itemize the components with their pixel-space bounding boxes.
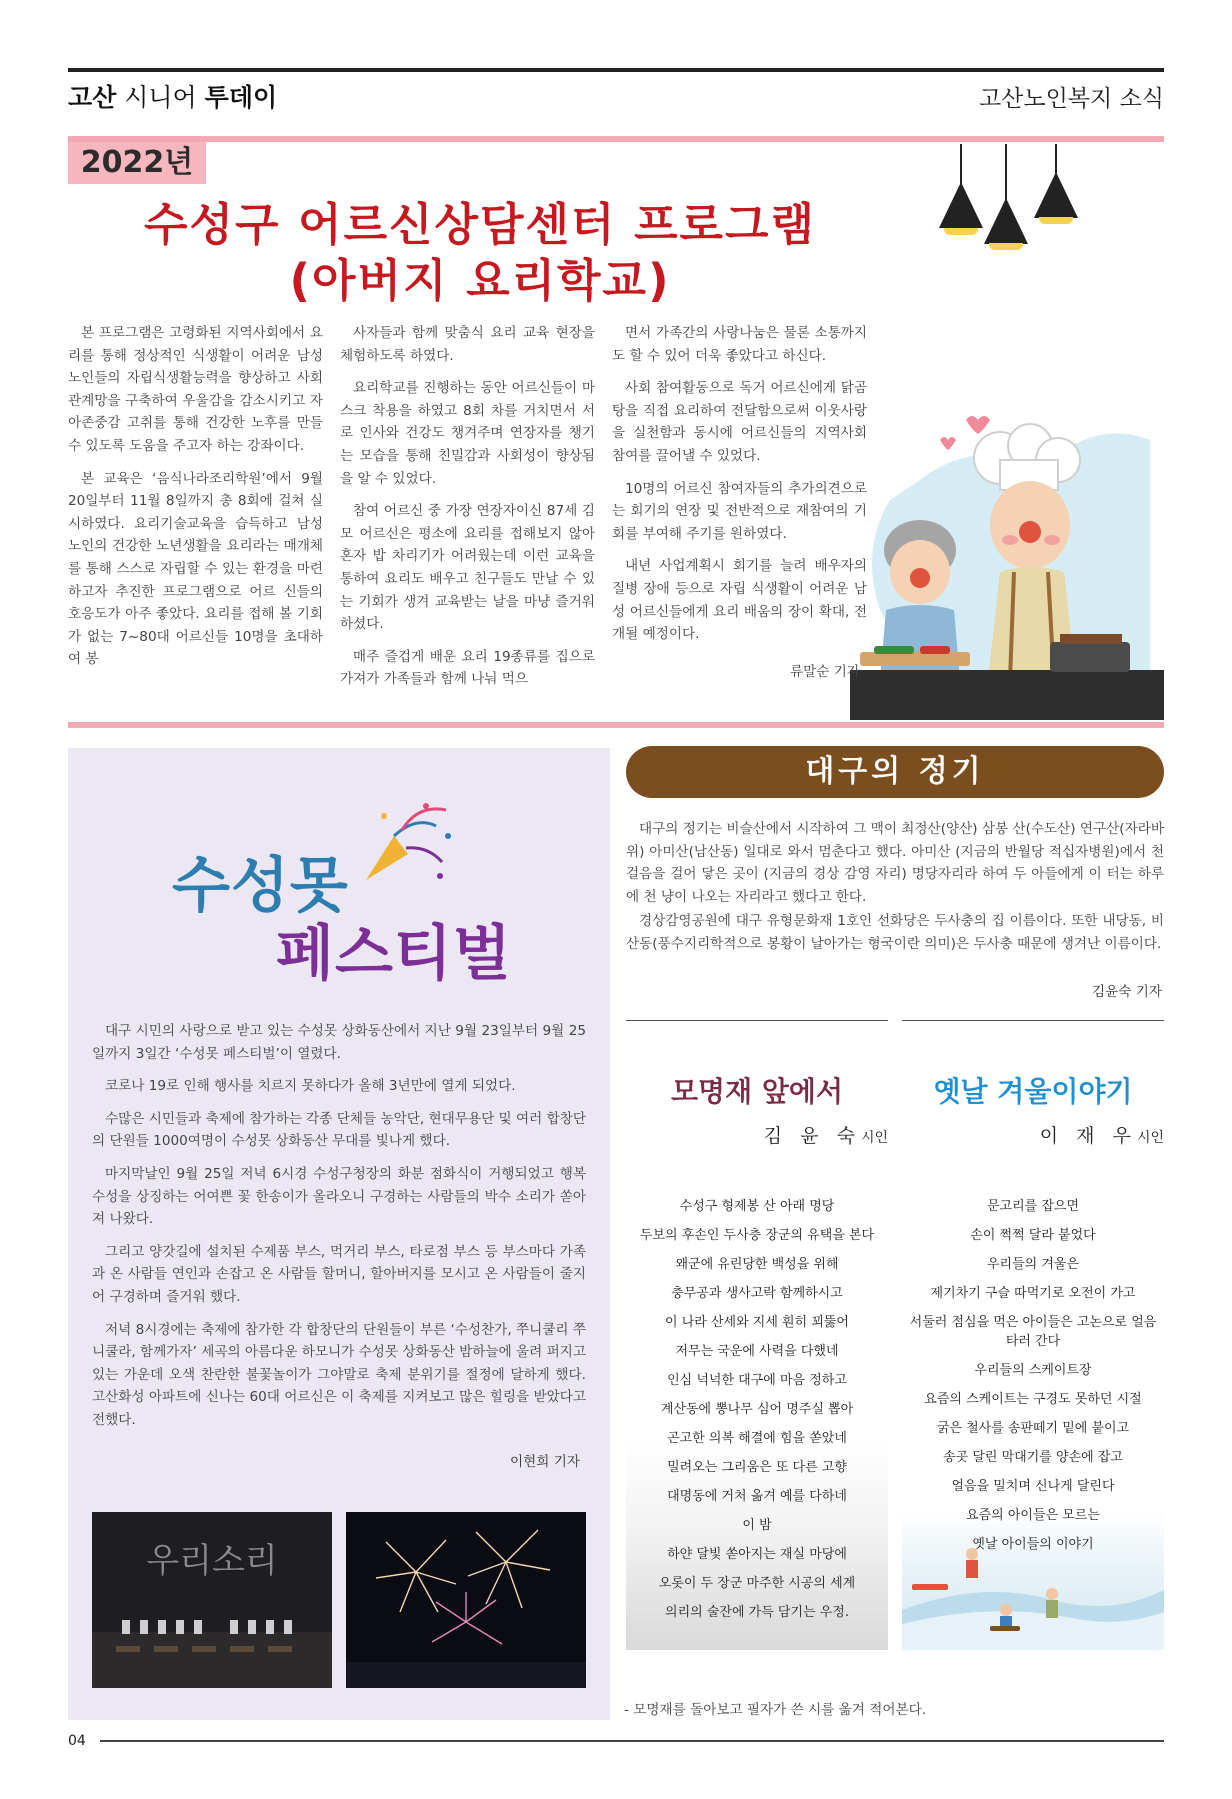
paragraph: 경상감영공원에 대구 유형문화재 1호인 선화당은 두사충의 집 이름이다. 또한 내당동, 비산동(풍수지리학적으로 봉황이 날아가는 형국이란 의미)은 두사충 때문에 생겨난 이름이다. bbox=[626, 913, 1164, 952]
poem-line: 송곳 달린 막대기를 양손에 잡고 bbox=[943, 1450, 1123, 1465]
poem-line: 하얀 달빛 쏟아지는 재실 마당에 bbox=[667, 1547, 847, 1562]
choir-stage-image bbox=[92, 1512, 332, 1688]
poem-line: 충무공과 생사고락 함께하시고 bbox=[671, 1286, 843, 1301]
article-byline: 류말순 기자 bbox=[790, 664, 860, 680]
lamp-cord bbox=[960, 144, 962, 184]
poem2-author-suffix: 시인 bbox=[1136, 1130, 1164, 1146]
poem-line: 수성구 형제봉 산 아래 명당 bbox=[679, 1199, 835, 1214]
lamp-shade bbox=[984, 198, 1028, 244]
paragraph: 사자들과 함께 맞춤식 요리 교육 현장을 체험하도록 하였다. bbox=[340, 325, 595, 364]
hanging-lamps-illustration bbox=[930, 144, 1130, 254]
poem1-author-suffix: 시인 bbox=[860, 1130, 888, 1146]
lamp-shade bbox=[1034, 172, 1078, 218]
poem-line: 곤고한 의복 해결에 힘을 쏟았네 bbox=[667, 1431, 847, 1446]
poem-footnote: - 모명재를 돌아보고 필자가 쓴 시를 옮겨 적어본다. bbox=[624, 1702, 927, 1718]
lamp-cord bbox=[1005, 144, 1007, 200]
poem-line: 우리들의 스케이트장 bbox=[974, 1363, 1092, 1378]
poem-line: 오롯이 두 장군 마주한 시공의 세계 bbox=[658, 1576, 856, 1591]
paragraph: 10명의 어르신 참여자들의 추가의견으로는 회기의 연장 및 전반적으로 재참여의 기회를 부여해 주기를 원하였다. bbox=[612, 480, 867, 542]
paragraph: 요리학교를 진행하는 동안 어르신들이 마스크 착용을 하였고 8회 차를 거치면서 서로 인사와 건강도 챙겨주며 연장자를 챙기는 모습을 통해 친밀감과 사회성이 향상됨을 알 수 있었다. bbox=[340, 380, 595, 487]
festival-byline: 이현희 기자 bbox=[510, 1454, 580, 1470]
paragraph: 수많은 시민들과 축제에 참가하는 각종 단체들 농악단, 현대무용단 및 여러 합창단의 단원들 1000여명이 수성못 상화동산 무대를 빛나게 했다. bbox=[92, 1110, 586, 1150]
lamp-shade bbox=[939, 182, 983, 228]
paragraph: 매주 즐겁게 배운 요리 19종류를 집으로 가져가 가족들과 함께 나눠 먹으 bbox=[340, 648, 595, 688]
poem-divider-left bbox=[626, 1020, 888, 1021]
brand-part-2: 시니어 bbox=[116, 83, 205, 112]
article-column-1 bbox=[68, 322, 323, 681]
paragraph: 내년 사업계획시 회기를 늘려 배우자의 질병 장애 등으로 자립 식생활이 어려운 남성 어르신들에게 요리 배움의 장이 확대, 전개될 예정이다. bbox=[612, 558, 867, 643]
year-badge: 2022년 bbox=[68, 142, 206, 184]
poem-line: 옛날 아이들의 이야기 bbox=[972, 1537, 1094, 1552]
poem2-author bbox=[1040, 1121, 1164, 1148]
lamp-bulb bbox=[1039, 217, 1073, 224]
poem2-lines bbox=[902, 1192, 1164, 1559]
poem1-lines bbox=[626, 1192, 888, 1627]
concert-stage-sign: 우리소리 bbox=[146, 1541, 278, 1581]
poem1-author bbox=[764, 1121, 888, 1148]
poem-line: 의리의 술잔에 가득 담기는 우정. bbox=[665, 1605, 849, 1620]
paragraph: 대구 시민의 사랑으로 받고 있는 수성못 상화동산에서 지난 9월 23일부터 9월 25일까지 3일간 ‘수성못 페스티벌’이 열렸다. bbox=[92, 1023, 586, 1062]
daegu-section-banner: 대구의 정기 bbox=[626, 746, 1164, 798]
paragraph: 참여 어르신 중 가장 연장자이신 87세 김모 어르신은 평소에 요리를 접해보지 않아 혼자 밥 차리기가 어려웠는데 이런 교육을 통하여 요리도 배우고 친구들도 만날 수 있는 기회가 생겨 교육받는 날을 마냥 즐거워하셨다. bbox=[340, 503, 595, 633]
article-column-3 bbox=[612, 322, 867, 656]
poem-line: 저무는 국운에 사력을 다했네 bbox=[675, 1344, 839, 1359]
poem2-title: 옛날 겨울이야기 bbox=[933, 1075, 1133, 1108]
poem-line: 계산동에 뽕나무 심어 명주실 뽑아 bbox=[660, 1402, 854, 1417]
confetti-popper-icon bbox=[356, 796, 456, 886]
daegu-article-body bbox=[626, 818, 1164, 958]
poem-line: 요즘의 아이들은 모르는 bbox=[966, 1508, 1100, 1523]
footer-rule bbox=[100, 1740, 1164, 1742]
header-top-rule bbox=[68, 68, 1164, 72]
paragraph: 코로나 19로 인해 행사를 치르지 못하다가 올해 3년만에 열게 되었다. bbox=[105, 1078, 516, 1095]
fireworks-photo bbox=[346, 1512, 586, 1688]
article-title-line-2: (아버지 요리학교) bbox=[289, 254, 671, 307]
festival-title-line-1: 수성못 bbox=[172, 851, 349, 921]
paragraph: 마지막날인 9월 25일 저녁 6시경 수성구청장의 화분 점화식이 거행되었고 행복 수성을 상징하는 어여쁜 꽃 한송이가 올라오니 구경하는 사람들의 박수 소리가 쏟아져 나왔다. bbox=[92, 1165, 586, 1228]
poem-line: 서둘러 점심을 먹은 아이들은 고논으로 얼음 타러 간다 bbox=[909, 1315, 1157, 1349]
poem-line: 대명동에 거처 옮겨 예를 다하네 bbox=[667, 1489, 847, 1504]
pink-divider bbox=[68, 722, 1164, 728]
poem-line: 밀려오는 그리움은 또 다른 고향 bbox=[667, 1460, 847, 1475]
poem-line: 손이 쩍쩍 달라 붙었다 bbox=[970, 1228, 1096, 1243]
publication-brand bbox=[68, 78, 277, 114]
fireworks-image bbox=[346, 1512, 586, 1688]
brand-part-3: 투데이 bbox=[204, 83, 278, 112]
poem-line: 제기차기 구슬 따먹기로 오전이 가고 bbox=[930, 1286, 1136, 1301]
lamp-cord bbox=[1055, 144, 1057, 174]
poem-line: 두보의 후손인 두사충 장군의 유택을 본다 bbox=[639, 1228, 875, 1243]
elderly-couple-cooking-illustration bbox=[850, 380, 1164, 720]
poem-line: 문고리를 잡으면 bbox=[986, 1199, 1080, 1214]
brand-part-1: 고산 bbox=[68, 83, 117, 112]
paragraph: 그리고 양갓길에 설치된 수제품 부스, 먹거리 부스, 타로점 부스 등 부스마다 가족과 온 사람들 연인과 손잡고 온 사람들 할머니, 할아버지를 모시고 온 사람들이 줄지어 구경하며 즐거워 했다. bbox=[92, 1243, 586, 1305]
poem-line: 왜군에 유린당한 백성을 위해 bbox=[675, 1257, 839, 1272]
poem-line: 얼음을 밀치며 신나게 달린다 bbox=[951, 1479, 1115, 1494]
poem-line: 굵은 철사를 송판떼기 밑에 붙이고 bbox=[936, 1421, 1130, 1436]
poem-line: 인심 넉넉한 대구에 마음 정하고 bbox=[667, 1373, 847, 1388]
paragraph: 저녁 8시경에는 축제에 참가한 각 합창단의 단원들이 부른 ‘수성찬가, 쭈니쿨리 쭈니쿨라, 함께가자’ 세곡의 아름다운 하모니가 수성못 상화동산 밤하늘에 울려 퍼지고 있는 가운데 오색 찬란한 불꽃놀이가 그야말로 축제 분위기를 절정에 달하게 했다. 고산화성 아파트에 신나는 60대 어르신은 이 축제를 지켜보고 많은 힐링을 받았다고 전했다. bbox=[92, 1321, 587, 1428]
daegu-byline: 김윤숙 기자 bbox=[1092, 984, 1162, 1000]
paragraph: 면서 가족간의 사랑나눔은 물론 소통까지도 할 수 있어 더욱 좋았다고 하신다. bbox=[612, 325, 867, 364]
poem-divider-right bbox=[902, 1020, 1164, 1021]
poem-line: 우리들의 겨울은 bbox=[986, 1257, 1080, 1272]
pink-divider bbox=[68, 136, 1164, 142]
lamp-bulb bbox=[989, 243, 1023, 250]
paragraph: 본 프로그램은 고령화된 지역사회에서 요리를 통해 정상적인 식생활이 어려운 남성 노인들의 자립식생활능력을 향상하고 사회관계망을 구축하여 우울감을 감소시키고 자아존중감 고취를 통해 건강한 노후를 만들 수 있도록 도움을 주고자 하는 강좌이다. bbox=[68, 325, 323, 454]
poem-line: 요즘의 스케이트는 구경도 못하던 시절 bbox=[924, 1392, 1142, 1407]
paragraph: 사회 참여활동으로 독거 어르신에게 닭곰탕을 직접 요리하여 전달함으로써 이웃사랑을 실천함과 동시에 어르신들의 지역사회 참여를 끌어낼 수 있었다. bbox=[612, 380, 867, 464]
festival-article-body bbox=[92, 1020, 586, 1442]
page-number: 04 bbox=[68, 1733, 86, 1749]
paragraph: 대구의 정기는 비슬산에서 시작하여 그 맥이 최정산(양산) 삼봉 산(수도산) 연구산(자라바위) 아미산(남산동) 일대로 와서 멈춘다고 했다. 아미산 (지금의 반월당 적십자병원)에서 천 걸음을 걸어 닿은 곳이 (지금의 경상 감영 자리) 명당자리라 하여 두 아들에게 이 터는 하루에 천 냥이 나오는 자리라고 했다고 한다. bbox=[626, 821, 1165, 905]
poem1-author-name: 김 윤 숙 bbox=[763, 1125, 861, 1147]
lamp-bulb bbox=[944, 228, 978, 235]
article-column-2 bbox=[340, 322, 595, 701]
poem-line: 이 나라 산세와 지세 훤히 꾀뚫어 bbox=[665, 1315, 849, 1330]
concert-photo bbox=[92, 1512, 332, 1688]
poem2-author-name: 이 재 우 bbox=[1039, 1125, 1137, 1147]
poem1-title: 모명재 앞에서 bbox=[670, 1075, 844, 1108]
paragraph: 본 교육은 ‘음식나라조리학원’에서 9월 20일부터 11월 8일까지 총 8회에 걸쳐 실시하였다. 요리기술교육을 습득하고 남성 노인의 건강한 노년생활을 요리라는 매개체를 통해 스스로 자립할 수 있는 환경을 마련하고자 추진한 프로그램으로 어르 신들의 호응도가 아주 좋았다. 요리를 접해 볼 기회가 없는 7~80대 어르신들 10명을 초대하여 봉 bbox=[68, 470, 323, 668]
section-name: 고산노인복지 소식 bbox=[978, 86, 1164, 112]
article-title-line-1: 수성구 어르신상담센터 프로그램 bbox=[144, 198, 816, 251]
poem-line: 이 밤 bbox=[742, 1518, 772, 1533]
festival-title-line-2: 페스티벌 bbox=[276, 919, 512, 989]
